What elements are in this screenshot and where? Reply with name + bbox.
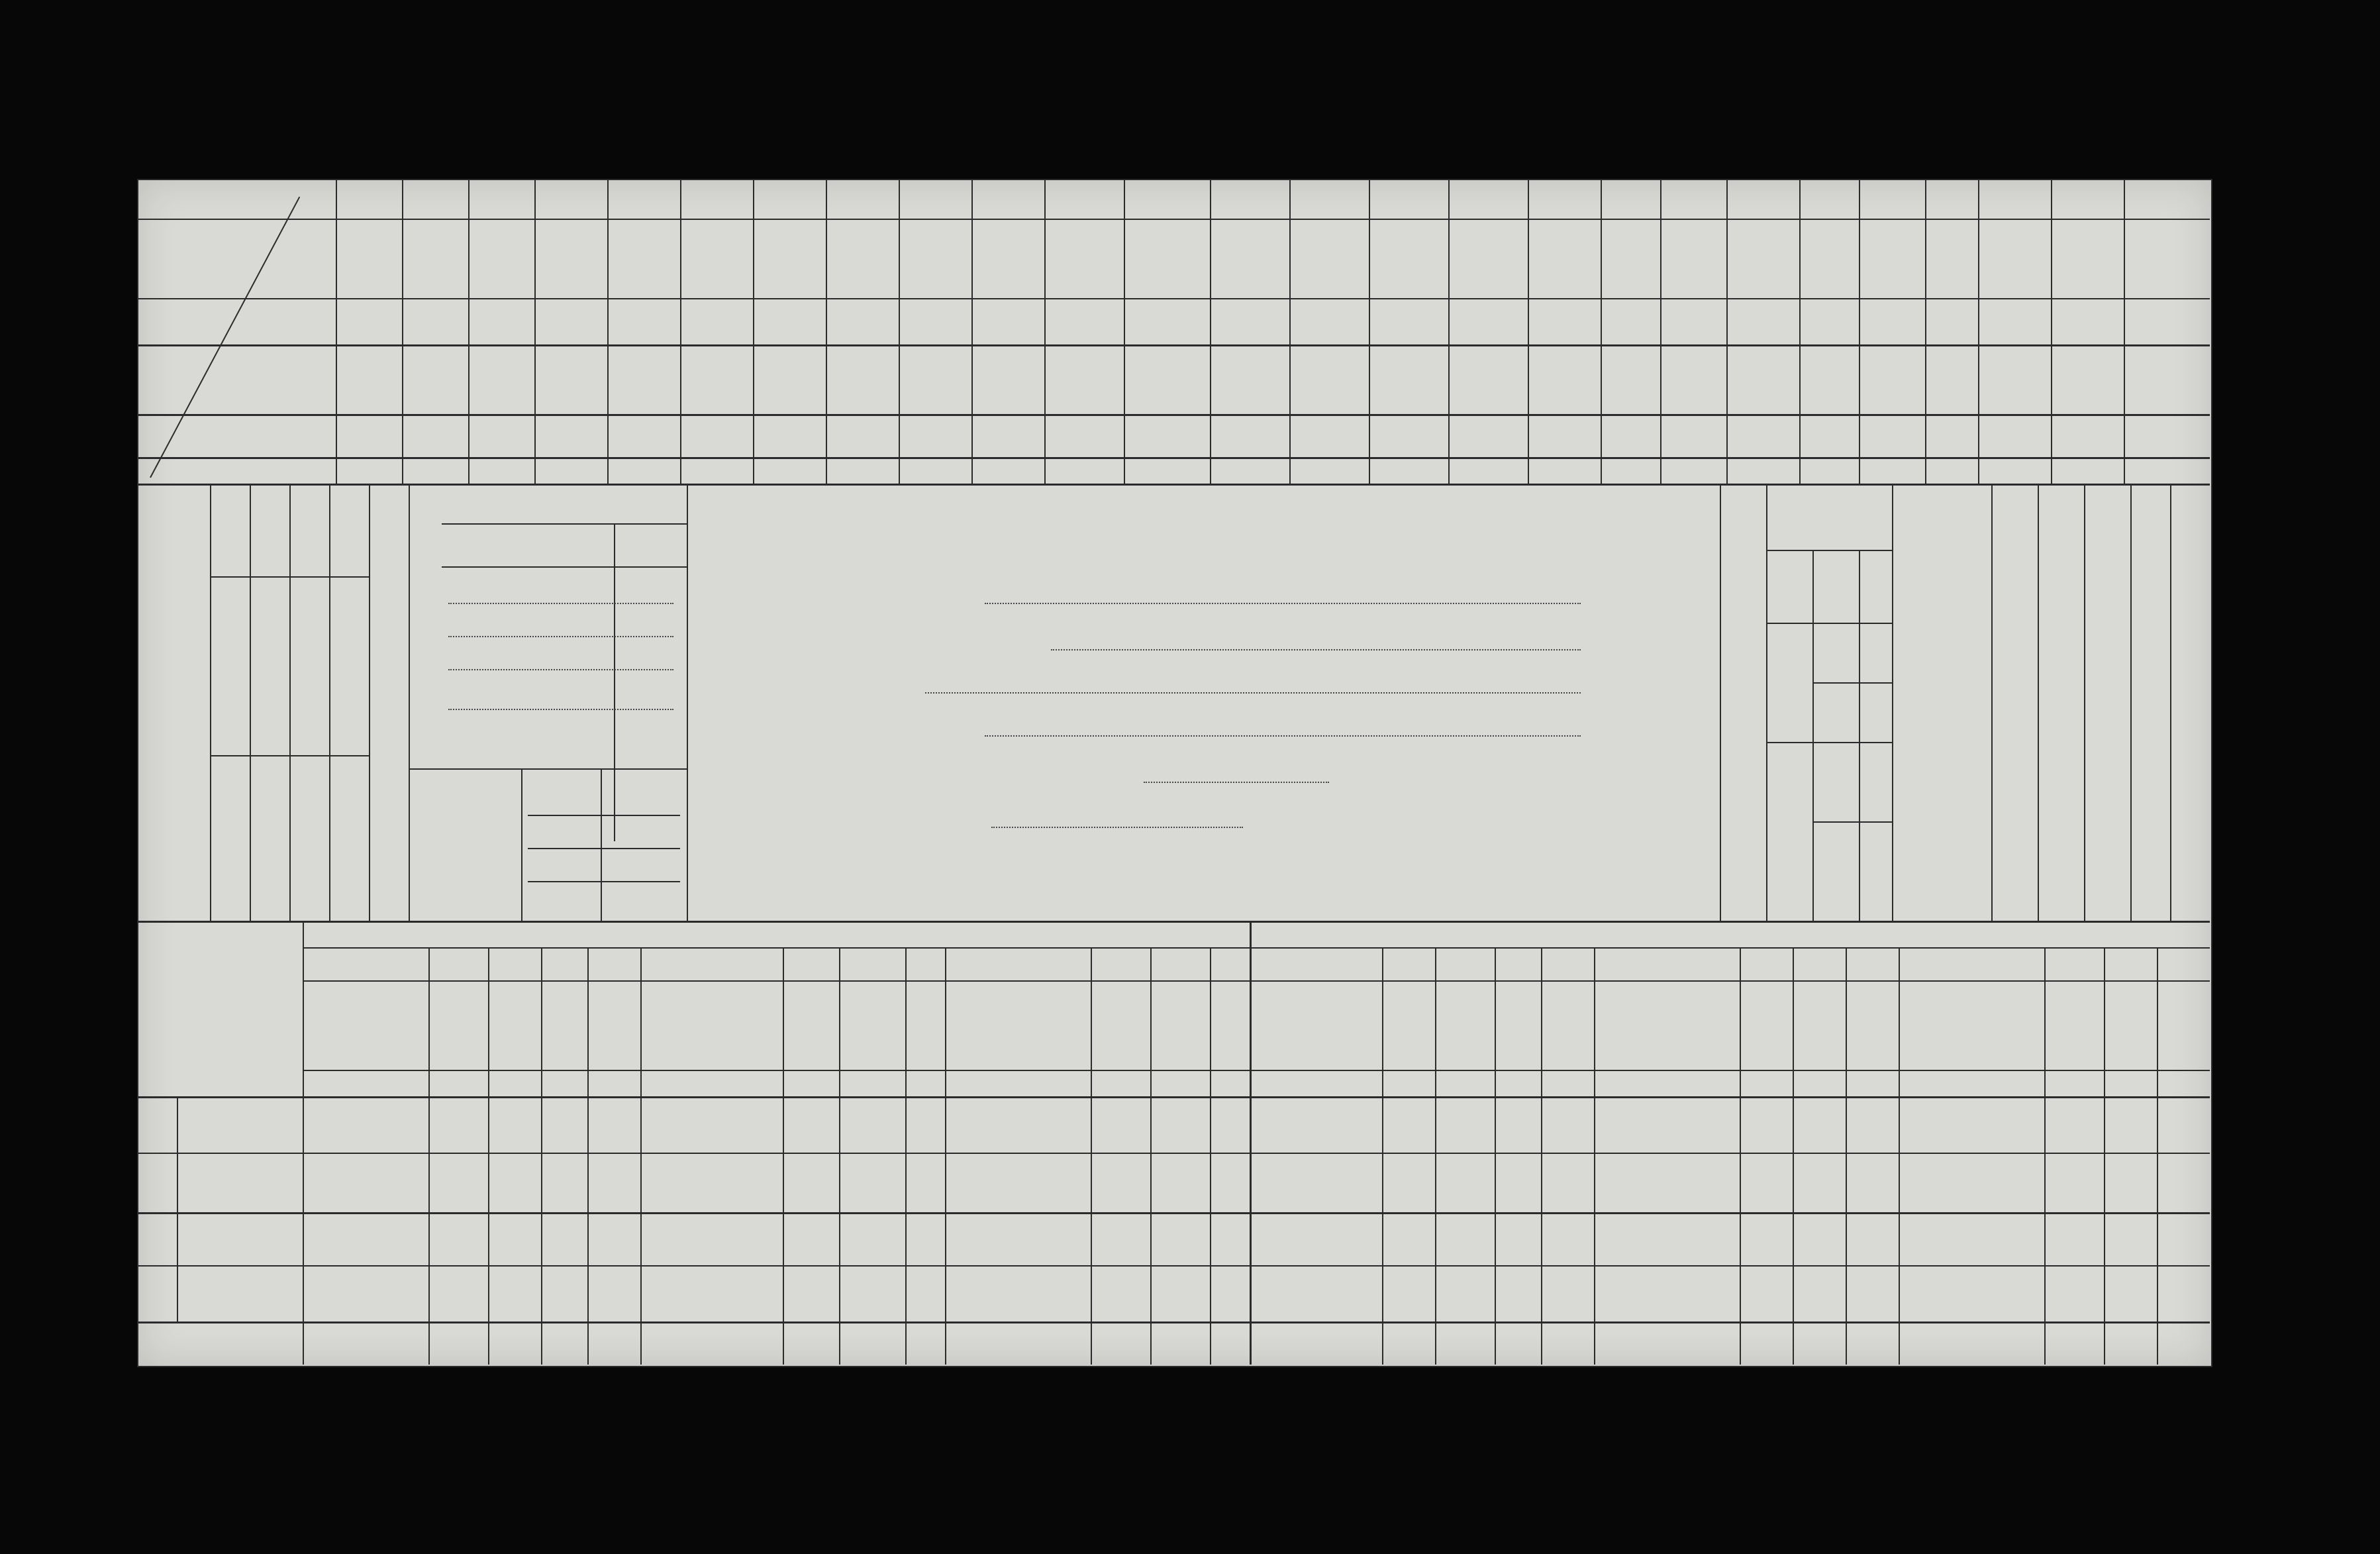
right-col-bottom-0 — [2007, 818, 2022, 917]
rule-line — [1766, 550, 1892, 551]
rule-line — [839, 947, 840, 1365]
col-za_dengi-17 — [1560, 984, 1575, 1067]
rule-line — [2130, 484, 2132, 921]
pop-num-4 — [1867, 563, 1883, 616]
col-header-81 — [636, 346, 652, 412]
col-srok-2 — [507, 984, 522, 1067]
group-nadel — [149, 1100, 165, 1206]
census-card — [137, 179, 2212, 1367]
dotted-line — [985, 603, 1581, 604]
group-vne-nadel — [149, 1209, 165, 1321]
worker-num-1 — [262, 497, 277, 563]
rule-line — [177, 1096, 178, 1321]
dotted-line — [925, 692, 1581, 694]
rule-line — [303, 1070, 2210, 1071]
rule-line — [409, 768, 687, 770]
rule-line — [1448, 179, 1450, 484]
worker-label-1 — [278, 493, 294, 580]
dotted-line — [1051, 649, 1581, 650]
rule-line — [1369, 179, 1370, 484]
rule-line — [137, 219, 2210, 220]
rule-line — [1289, 179, 1291, 484]
rule-line — [905, 947, 907, 1365]
population-title — [1735, 510, 1751, 881]
rule-line — [1799, 179, 1801, 484]
rule-line — [607, 179, 609, 484]
rule-line — [2170, 484, 2171, 921]
rule-line — [1978, 179, 1979, 484]
rule-line — [137, 298, 2210, 299]
right-col-bottom-4 — [2192, 818, 2208, 917]
col-za_dengi-8 — [917, 984, 933, 1067]
worker-num-2 — [301, 497, 317, 563]
worker-num-3 — [341, 497, 357, 563]
rule-line — [428, 947, 430, 1365]
pop-num-1 — [1867, 755, 1883, 808]
col-header-87 — [1076, 346, 1092, 412]
rule-line — [137, 921, 2210, 923]
rule-line — [1859, 550, 1860, 921]
rule-line — [601, 768, 602, 921]
dotted-line — [448, 709, 673, 710]
rule-line — [1250, 947, 1251, 1365]
col-qty-19 — [1758, 984, 1774, 1067]
rule-line — [680, 179, 681, 484]
col-header-99 — [1944, 346, 1959, 412]
col-header-101 — [2079, 346, 2095, 412]
rule-line — [2044, 947, 2046, 1365]
rule-line — [528, 815, 680, 816]
right-col-top-4 — [2192, 500, 2208, 599]
rule-line — [303, 921, 304, 1365]
col-header-85 — [927, 346, 943, 412]
rule-line — [210, 484, 211, 921]
col-header-84 — [854, 346, 870, 412]
col-srok-20 — [1811, 984, 1827, 1067]
col-header-96 — [1755, 346, 1771, 412]
col-header-100 — [2007, 346, 2022, 412]
rule-line — [753, 179, 754, 484]
workers-question — [368, 503, 383, 901]
col-za_dengi-4 — [606, 984, 622, 1067]
rule-line — [1124, 179, 1125, 484]
col-qty-14 — [1401, 984, 1416, 1067]
col-header-91 — [1401, 346, 1416, 412]
rule-line — [2038, 484, 2039, 921]
rule-line — [614, 523, 615, 841]
rule-line — [468, 179, 470, 484]
col-header-95 — [1685, 346, 1701, 412]
col-header-82 — [709, 346, 724, 412]
rule-line — [488, 947, 489, 1365]
rule-line — [1726, 179, 1728, 484]
men-working-age — [1828, 745, 1844, 818]
rule-line — [2051, 179, 2052, 484]
col-srok-24 — [2122, 984, 2138, 1067]
rule-line — [336, 179, 337, 484]
women-label — [1781, 623, 1797, 702]
rule-line — [1382, 947, 1383, 1365]
col-header-90 — [1321, 346, 1337, 412]
col-header-88 — [1159, 346, 1175, 412]
rule-line — [587, 947, 589, 1365]
rule-line — [1091, 947, 1092, 1365]
rule-line — [534, 179, 536, 484]
women-working-age — [1828, 626, 1844, 686]
rule-line — [1044, 179, 1046, 484]
rule-line — [1859, 179, 1860, 484]
col-header-92 — [1480, 346, 1496, 412]
rule-line — [409, 484, 410, 921]
rule-line — [1495, 947, 1496, 1365]
col-za_dengi-21 — [1864, 984, 1880, 1067]
rule-line — [1150, 947, 1152, 1365]
col-qty-1 — [450, 984, 466, 1067]
rule-line — [442, 566, 687, 568]
pop-num-2 — [1867, 689, 1883, 742]
rule-line — [1720, 484, 1721, 921]
rule-line — [1892, 484, 1893, 921]
rule-line — [1740, 947, 1741, 1365]
col-header-78 — [427, 346, 443, 412]
rule-line — [521, 768, 522, 921]
col-qty-10 — [1113, 984, 1128, 1067]
women-all — [1828, 686, 1844, 745]
col-qty-23 — [2066, 984, 2082, 1067]
rule-line — [137, 457, 2210, 459]
rule-line — [640, 947, 642, 1365]
rule-line — [2157, 947, 2158, 1365]
rule-line — [1210, 179, 1211, 484]
rule-line — [2084, 484, 2085, 921]
col-header-80 — [563, 346, 579, 412]
dotted-line — [991, 827, 1243, 828]
rule-line — [783, 947, 784, 1365]
rule-line — [1991, 484, 1993, 921]
rule-line — [687, 484, 688, 921]
rule-line — [1793, 947, 1794, 1365]
rule-line — [541, 947, 542, 1365]
col-header-86 — [1000, 346, 1016, 412]
rule-line — [945, 947, 946, 1365]
col-qty-6 — [803, 984, 819, 1067]
total-all-sexes — [1828, 553, 1844, 626]
col-header-79 — [493, 346, 509, 412]
right-col-top-2 — [2099, 500, 2115, 599]
col-header-94 — [1622, 346, 1638, 412]
worker-label-0 — [238, 493, 254, 580]
col-za_dengi-25 — [2175, 984, 2191, 1067]
rule-line — [210, 755, 369, 756]
rule-line — [2124, 179, 2125, 484]
pop-num-0 — [1867, 828, 1883, 881]
dotted-line — [448, 603, 673, 604]
dotted-line — [448, 636, 673, 637]
rule-line — [1601, 179, 1602, 484]
rule-line — [1812, 821, 1892, 823]
men-label — [1781, 768, 1797, 848]
dotted-line — [1144, 782, 1329, 783]
rule-line — [1812, 682, 1892, 684]
rule-line — [1541, 947, 1542, 1365]
rule-line — [1766, 484, 1767, 921]
col-header-102 — [2159, 346, 2175, 412]
col-header-83 — [781, 346, 797, 412]
rule-line — [1925, 179, 1926, 484]
rule-line — [899, 179, 900, 484]
col-header-103 — [2202, 346, 2218, 412]
pop-num-3 — [1867, 629, 1883, 682]
right-col-top-3 — [2146, 500, 2161, 599]
worker-num-0 — [222, 497, 238, 563]
col-header-98 — [1884, 346, 1900, 412]
col-srok-15 — [1457, 984, 1473, 1067]
col-srok-11 — [1172, 984, 1188, 1067]
col-header-89 — [1242, 346, 1258, 412]
rule-line — [402, 179, 403, 484]
col-pod_posev-16 — [1510, 984, 1526, 1067]
rule-line — [528, 881, 680, 882]
rule-line — [442, 523, 687, 525]
rule-line — [137, 484, 2210, 486]
rule-line — [303, 980, 2210, 982]
rule-line — [1594, 947, 1595, 1365]
right-col-top-1 — [2053, 500, 2069, 599]
rule-line — [971, 179, 973, 484]
men-all — [1828, 821, 1844, 888]
rule-line — [1660, 179, 1661, 484]
col-za_dengi-12 — [1222, 984, 1238, 1067]
rule-line — [1528, 179, 1529, 484]
rule-line — [2104, 947, 2105, 1365]
dotted-line — [448, 669, 673, 670]
col-header-97 — [1821, 346, 1837, 412]
rule-line — [137, 414, 2210, 416]
col-srok-7 — [864, 984, 880, 1067]
rule-line — [528, 848, 680, 849]
worker-label-2 — [318, 493, 334, 580]
right-col-bottom-3 — [2146, 818, 2161, 917]
col-pod_posev-3 — [556, 984, 572, 1067]
rule-line — [1899, 947, 1900, 1365]
rule-line — [1435, 947, 1436, 1365]
rule-line — [826, 179, 827, 484]
right-col-bottom-2 — [2099, 818, 2115, 917]
right-col-top-0 — [2007, 500, 2022, 599]
right-col-bottom-1 — [2053, 818, 2069, 917]
worker-label-4 — [397, 493, 413, 580]
rule-line — [1846, 947, 1847, 1365]
col-header-77 — [361, 346, 377, 412]
rule-line — [1812, 550, 1814, 921]
rule-line — [303, 947, 2210, 949]
dotted-line — [985, 735, 1581, 737]
col-header-93 — [1556, 346, 1572, 412]
rule-line — [1210, 947, 1211, 1365]
